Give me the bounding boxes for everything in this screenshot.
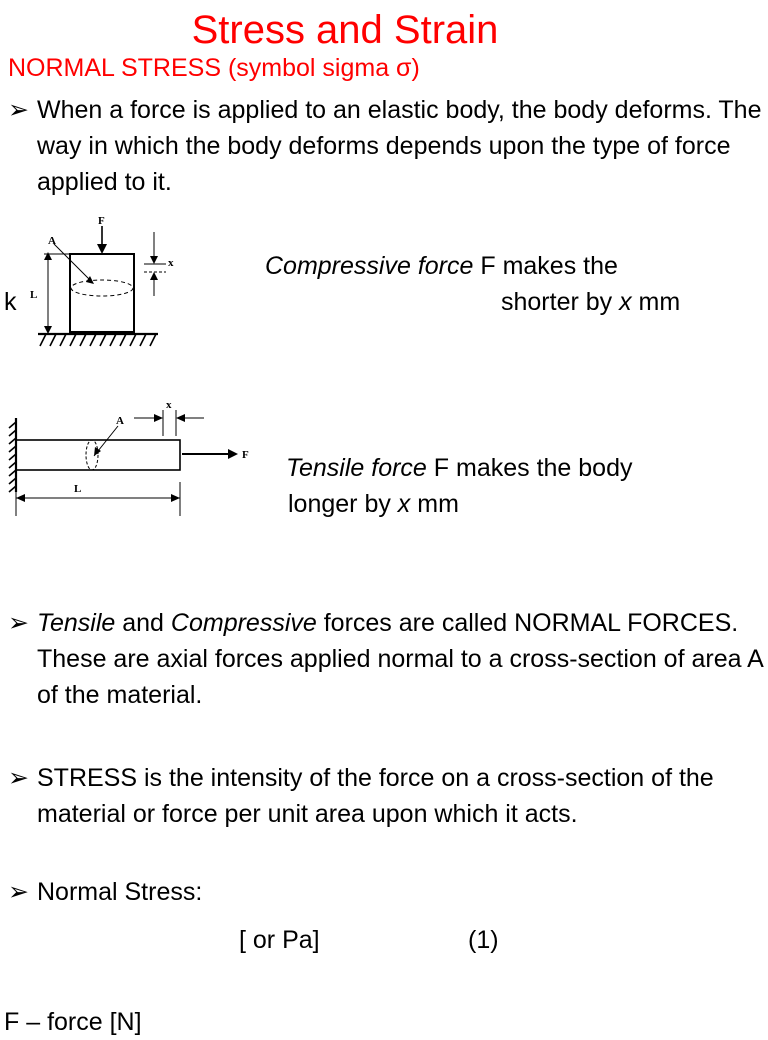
normal-stress-bullet (8, 874, 763, 910)
bullet-arrow-icon: ➢ (8, 96, 29, 124)
page-subtitle: NORMAL STRESS (symbol sigma σ) (8, 54, 420, 82)
formula-units: [ or Pa] (239, 926, 320, 954)
tensile-line-2: longer by x mm (288, 490, 459, 518)
formula-number: (1) (468, 926, 499, 954)
bullet-arrow-icon: ➢ (8, 878, 29, 906)
tension-diagram (6, 396, 260, 520)
compressive-term: Compressive force (265, 252, 474, 280)
tension-area-label: A (116, 415, 124, 427)
normal-stress-label: Normal Stress: (37, 878, 203, 906)
intro-bullet (8, 92, 763, 200)
compression-length-label: L (30, 289, 38, 301)
tensile-line-1: Tensile force F makes the body (286, 454, 633, 482)
compression-force-label: F (98, 215, 105, 227)
tensile-term: Tensile force (286, 454, 427, 482)
tension-x-label: x (166, 399, 172, 411)
compression-x-label: x (168, 257, 174, 269)
compression-area-label: A (48, 235, 56, 247)
force-definition: F – force [N] (4, 1008, 142, 1036)
compression-diagram (8, 214, 188, 354)
stress-definition-text: STRESS is the intensity of the force on a cross-section of the material or force per unit area upon which it acts. (37, 764, 714, 828)
intro-text: When a force is applied to an elastic body, the body deforms. The way in which the body deforms depends upon the type of force applied to it. (37, 96, 762, 196)
compressive-line-1: Compressive force F makes the (265, 252, 618, 280)
bullet-arrow-icon: ➢ (8, 764, 29, 792)
normal-forces-text: Tensile and Compressive forces are called NORMAL FORCES. These are axial forces applied normal to a cross-section of area A of the material. (37, 609, 763, 709)
stress-definition-bullet (8, 760, 763, 832)
tension-length-label: L (74, 483, 82, 495)
normal-forces-bullet (8, 605, 763, 713)
compressive-line-2: shorter by x mm (501, 288, 681, 316)
stray-letter: k (4, 288, 17, 316)
page-title: Stress and Strain (191, 8, 499, 52)
tension-force-label: F (242, 449, 249, 461)
bullet-arrow-icon: ➢ (8, 609, 29, 637)
